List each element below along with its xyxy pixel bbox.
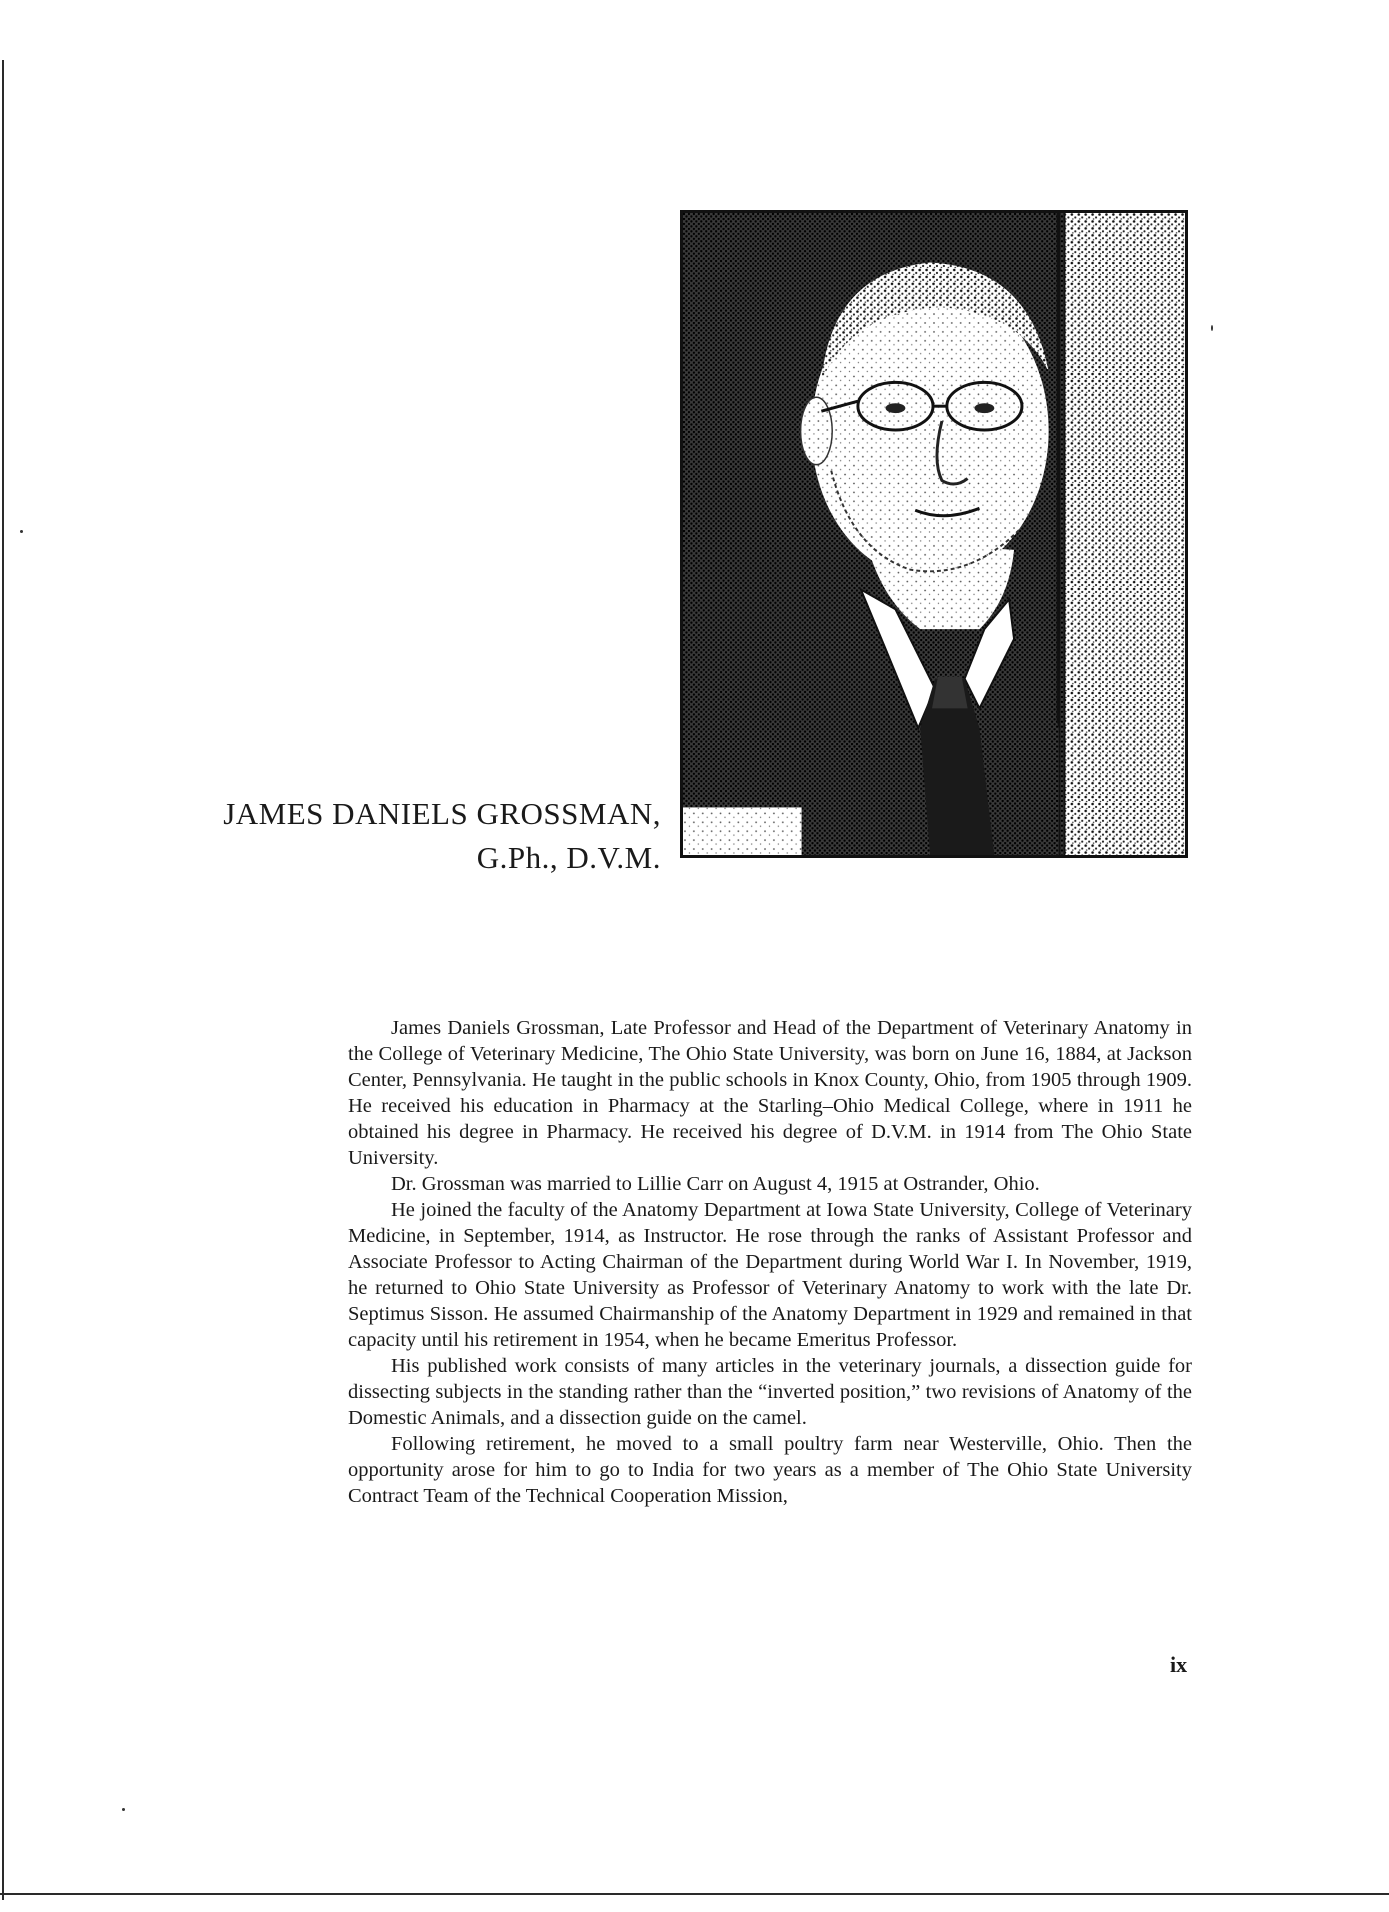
name-line: JAMES DANIELS GROSSMAN, [223, 796, 661, 831]
paragraph: His published work consists of many articles in the veterinary journals, a dissection guide for dissecting subjects in the standing rather than the “inverted position,” two revisions of Anatomy of the Domestic Animals, and a dissection guide on the camel. [348, 1355, 1192, 1429]
paragraph: Following retirement, he moved to a small poultry farm near Westerville, Ohio. Then the opportunity arose for him to go to India for two years as a member of The Ohio State University Contract Team of the Technical Cooperation Mission, [348, 1433, 1192, 1507]
paragraph: Dr. Grossman was married to Lillie Carr on August 4, 1915 at Ostrander, Ohio. [391, 1173, 1040, 1195]
page-number: ix [1170, 1652, 1188, 1677]
portrait-photo-icon [680, 210, 1188, 858]
scan-edge-bottom [0, 1893, 1389, 1895]
credentials-line: G.Ph., D.V.M. [476, 840, 661, 875]
scan-speck [122, 1808, 125, 1811]
name-heading [223, 792, 661, 880]
biography-text [348, 1015, 1192, 1509]
paragraph: James Daniels Grossman, Late Professor and Head of the Department of Veterinary Anatomy in the College of Veterinary Medicine, The Ohio State University, was born on June 16, 1884, at Jackson Center, Pennsylvania. He taught in the public schools in Knox County, Ohio, from 1905 through 1909. He received his education in Pharmacy at the Starling–Ohio Medical College, where in 1911 he obtained his degree in Pharmacy. He received his degree of D.V.M. in 1914 from The Ohio State University. [348, 1017, 1192, 1169]
scan-speck [1211, 325, 1213, 331]
paragraph: He joined the faculty of the Anatomy Department at Iowa State University, College of Veterinary Medicine, in September, 1914, as Instructor. He rose through the ranks of Assistant Professor and Associate Professor to Acting Chairman of the Department during World War I. In November, 1919, he returned to Ohio State University as Professor of Veterinary Anatomy to work with the late Dr. Septimus Sisson. He assumed Chairmanship of the Anatomy Department in 1929 and remained in that capacity until his retirement in 1954, when he became Emeritus Professor. [348, 1199, 1192, 1351]
scan-speck [20, 530, 23, 533]
scan-edge-left [2, 60, 4, 1900]
